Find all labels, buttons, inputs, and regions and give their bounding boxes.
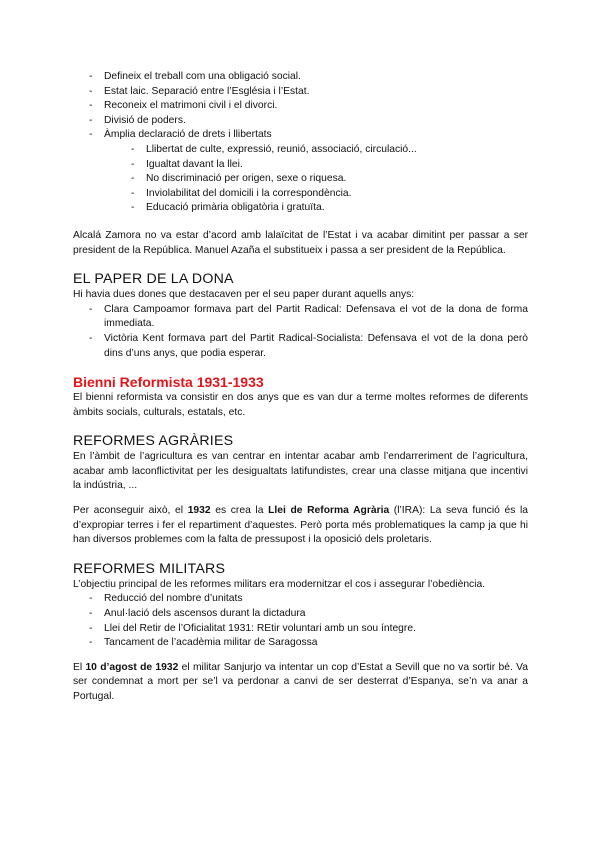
text-run: el militar Sanjurjo va intentar un cop d’Estat a Sevill que no va sortir bé. Va ser condemnat a mort per se’l va perdonar a canvi de ser desterrat d’Espanya, se’n va anar a Portugal. — [73, 661, 528, 702]
list-item: - Llei del Retir de l’Oficialitat 1931: REtir voluntari amb un sou íntegre. — [73, 622, 528, 637]
spacer — [73, 651, 528, 661]
text-run: El — [73, 661, 86, 673]
text-run: (l’IRA): La seva funció és la d’expropiar terres i fer el repartiment d’aquestes. Però porta més problematiques la camp ja que hi han diversos problemes com la falta de pressupost i la oposició dels proletaris. — [73, 505, 528, 546]
paper-dona-intro: Hi havia dues dones que destacaven per el seu paper durant aquells anys: — [73, 289, 415, 301]
spacer — [73, 420, 528, 433]
women-list — [73, 303, 528, 361]
text-run: es crea la — [210, 505, 269, 517]
list-item: - Estat laic. Separació entre l’Església i l’Estat. — [73, 85, 528, 100]
spacer — [73, 361, 528, 374]
rights-sublist — [73, 143, 528, 216]
constitution-features-list — [73, 70, 528, 216]
document-content — [73, 70, 528, 705]
list-item: - Llibertat de culte, expressió, reunió, associació, circulació... — [73, 143, 528, 158]
alcala-paragraph: Alcalá Zamora no va estar d’acord amb lalaïcitat de l’Estat i va acabar dimitint per passar a ser president de la República. Manuel Azaña el substitueix i passa a ser president de la República. — [73, 229, 528, 256]
list-item: - Reducció del nombre d’unitats — [73, 592, 528, 607]
bold-law-name: Llei de Reforma Agrària — [268, 505, 390, 517]
spacer — [73, 216, 528, 229]
bienni-paragraph: El bienni reformista va consistir en dos anys que es van dur a terme moltes reformes de diferents àmbits socials, culturals, estatals, etc. — [73, 392, 528, 418]
bold-year: 1932 — [187, 505, 211, 517]
list-item: - Educació primària obligatòria i gratuïta. — [73, 201, 528, 216]
section-heading-bienni: Bienni Reformista 1931-1933 — [73, 374, 264, 391]
sanjurjo-paragraph — [73, 661, 528, 705]
section-heading-agraries: REFORMES AGRÀRIES — [73, 433, 234, 450]
list-item: - Tancament de l’acadèmia militar de Saragossa — [73, 636, 528, 651]
list-item: - Reconeix el matrimoni civil i el divorci. — [73, 99, 528, 114]
list-item — [73, 128, 528, 216]
spacer — [73, 258, 528, 271]
list-item-label: Àmplia declaració de drets i llibertats — [104, 129, 272, 141]
list-item: - Inviolabilitat del domicili i la correspondència. — [73, 187, 528, 202]
list-item: - Defineix el treball com una obligació social. — [73, 70, 528, 85]
section-heading-paper-dona: EL PAPER DE LA DONA — [73, 271, 234, 288]
military-reforms-list — [73, 592, 528, 650]
section-heading-militars: REFORMES MILITARS — [73, 560, 226, 577]
text-run: Per aconseguir això, el — [73, 505, 188, 517]
list-item: - No discriminació per origen, sexe o riquesa. — [73, 172, 528, 187]
spacer — [73, 548, 528, 561]
list-item: - Divisió de poders. — [73, 114, 528, 129]
bold-date: 10 d’agost de 1932 — [85, 661, 179, 673]
agraries-paragraph-1: En l’àmbit de l’agricultura es van centrar en intentar acabar amb l’endarreriment de l’agricultura, acabar amb laconflictivitat per les desigualtats latifundistes, crear una classe mitjana que incentivi la indústria, ... — [73, 451, 528, 492]
list-item: - Anul·lació dels ascensos durant la dictadura — [73, 607, 528, 622]
militars-intro: L’objectiu principal de les reformes militars era modernitzar el cos i assegurar l’obediència. — [73, 578, 486, 590]
list-item: - Victòria Kent formava part del Partit Radical-Socialista: Defensava el vot de la dona però dins d’uns anys, que podia esperar. — [73, 332, 528, 361]
list-item: - Igualtat davant la llei. — [73, 158, 528, 173]
list-item: - Clara Campoamor formava part del Partit Radical: Defensava el vot de la dona de forma immediata. — [73, 303, 528, 332]
spacer — [73, 494, 528, 504]
agraries-paragraph-2 — [73, 504, 528, 548]
